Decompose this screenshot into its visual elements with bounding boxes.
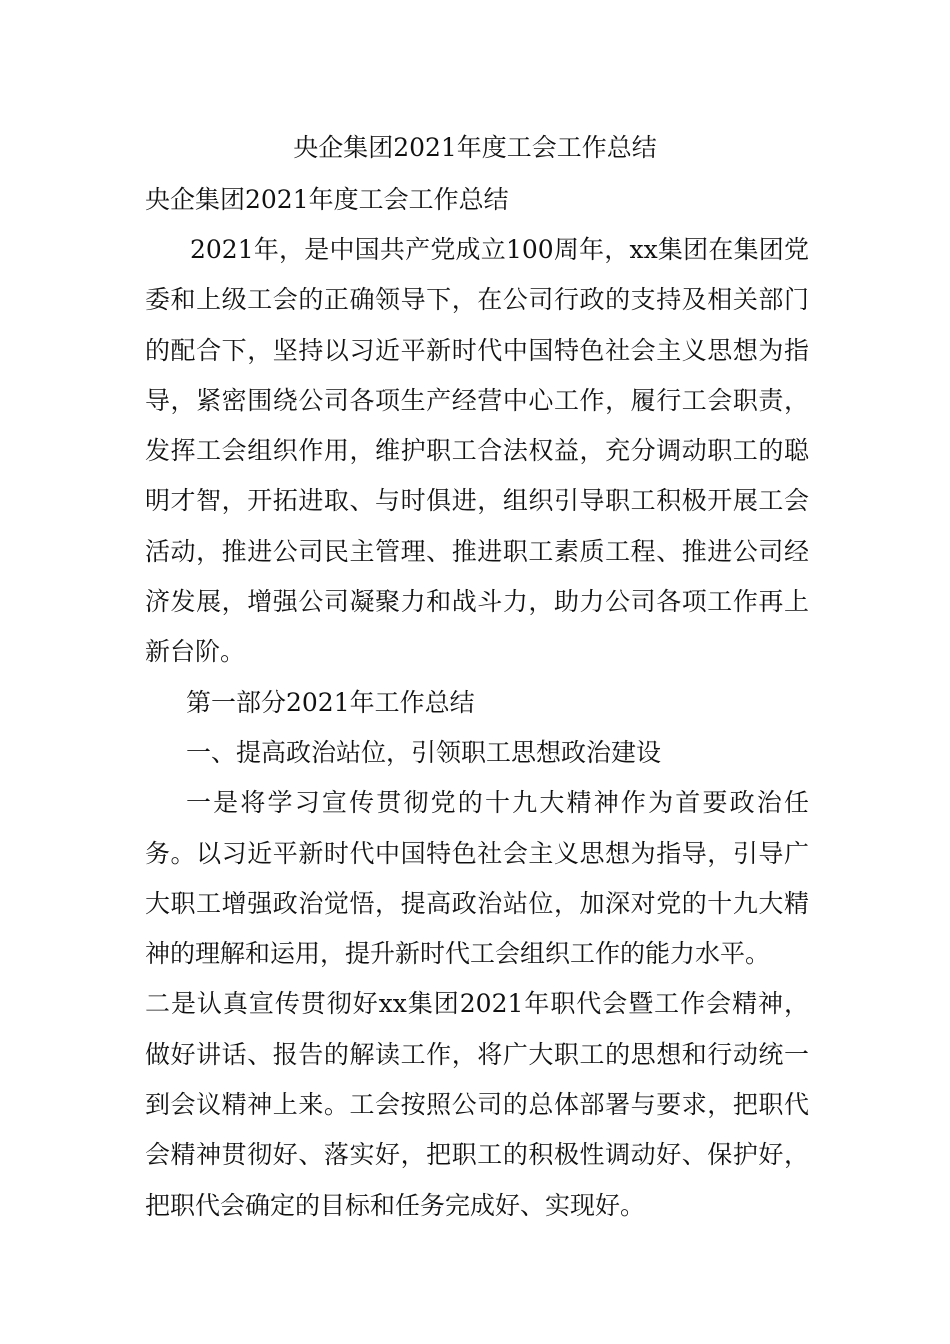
document-subtitle: 央企集团2021年度工会工作总结 bbox=[145, 185, 509, 214]
section-heading-politics: 一、提高政治站位，引领职工思想政治建设 bbox=[186, 737, 662, 767]
paragraph-item-two: 二是认真宣传贯彻好xx集团2021年职代会暨工作会精神，做好讲话、报告的解读工作，将广大职工的思想和行动统一到会议精神上来。工会按照公司的总体部署与要求，把职代会精神贯彻好、落实好，把职工的积极性调动好、保护好，把职代会确定的目标和任务完成好、实现好。 bbox=[145, 989, 809, 1220]
paragraph-item-one: 一是将学习宣传贯彻党的十九大精神作为首要政治任务。以习近平新时代中国特色社会主义思想为指导，引导广大职工增强政治觉悟，提高政治站位，加深对党的十九大精神的理解和运用，提升新时代工会组织工作的能力水平。 bbox=[145, 788, 809, 969]
document-title: 央企集团2021年度工会工作总结 bbox=[293, 133, 657, 162]
paragraph-intro: 2021年，是中国共产党成立100周年，xx集团在集团党委和上级工会的正确领导下，在公司行政的支持及相关部门的配合下，坚持以习近平新时代中国特色社会主义思想为指导，紧密围绕公司各项生产经营中心工作，履行工会职责，发挥工会组织作用，维护职工合法权益，充分调动职工的聪明才智，开拓进取、与时俱进，组织引导职工积极开展工会活动，推进公司民主管理、推进职工素质工程、推进公司经济发展，增强公司凝聚力和战斗力，助力公司各项工作再上新台阶。 bbox=[145, 235, 809, 667]
section-heading-part-one: 第一部分2021年工作总结 bbox=[186, 687, 475, 717]
document-body bbox=[145, 225, 809, 1231]
